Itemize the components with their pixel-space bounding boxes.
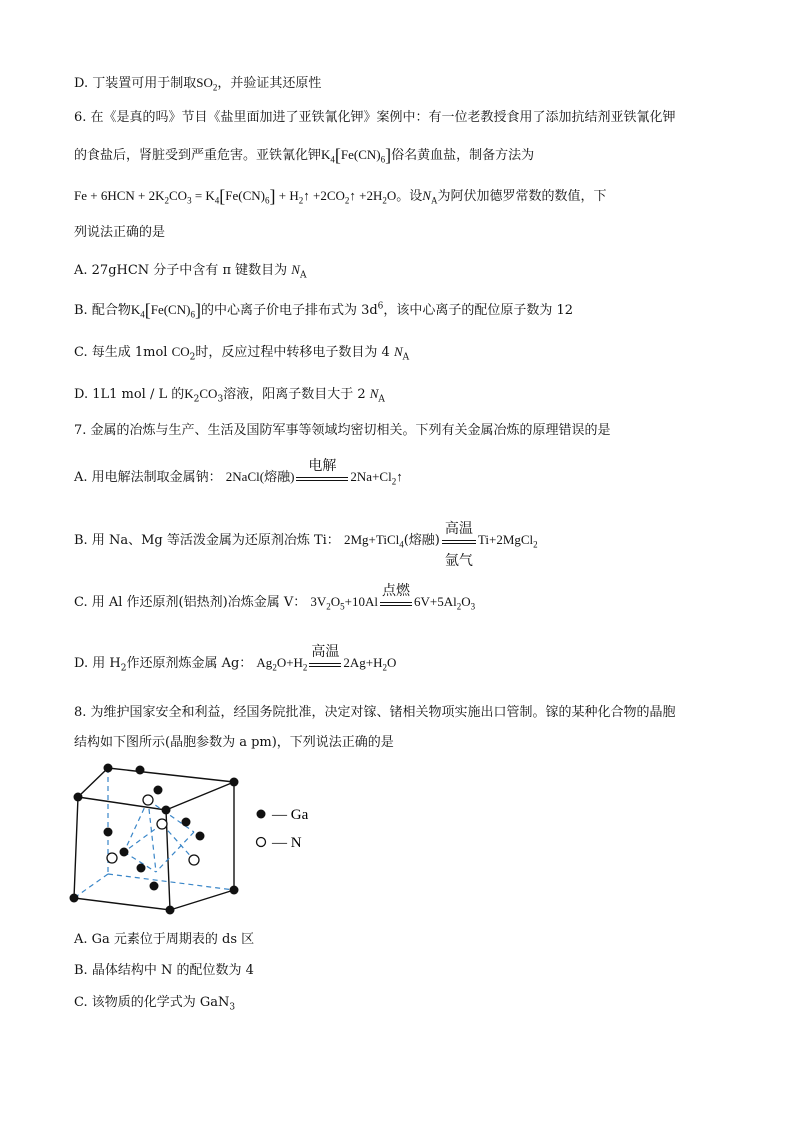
n-atom [143, 795, 153, 805]
crystal-cell-figure [64, 760, 344, 920]
legend-n-marker [257, 838, 266, 847]
legend-ga-marker [257, 810, 266, 819]
legend [257, 807, 309, 851]
q6-option-b: B. 配合物$K_4[Fe(CN)_6]$的中心离子价电子排布式为 $3d^6$，该中心离子的配位原子数为 12 [74, 300, 574, 320]
q7-option-b: B. 用 Na、Mg 等活泼金属为还原剂冶炼 Ti： 2Mg+TiCl$_4$(熔融) 高温 氩气 Ti+2MgCl$_2$ [74, 520, 538, 569]
q6-stem-line-4: 列说法正确的是 [74, 225, 166, 240]
ga-atom [230, 778, 239, 787]
q5-option-d: D. 丁装置可用于制取$SO_2$，并验证其还原性 [74, 75, 322, 93]
q6-equation: $Fe + 6HCN + 2K_2CO_3 = K_4[Fe(CN)_6]$ + $H_2↑$ $+2CO_2↑ +2H_2O$ [74, 186, 397, 206]
ga-atom [104, 764, 113, 773]
q8-stem-line-2: 结构如下图所示(晶胞参数为 a pm)，下列说法正确的是 [74, 735, 394, 750]
ga-atom [70, 894, 79, 903]
n-atom [189, 855, 199, 865]
q6-equation-line: $Fe + 6HCN + 2K_2CO_3 = K_4[Fe(CN)_6]$ + $H_2↑$ $+2CO_2↑ +2H_2O$。设$N_A$为阿伏加德罗常数的数值，下 [74, 186, 607, 206]
q8-stem-line-1: 8. 为维护国家安全和利益，经国务院批准，决定对镓、锗相关物项实施出口管制。镓的某种化合物的晶胞 [74, 705, 676, 720]
ga-atom [154, 786, 163, 795]
ga-atom [162, 806, 171, 815]
n-atom [157, 819, 167, 829]
q6-option-d: D. 1L1 mol / L 的$K_2CO_3$溶液，阳离子数目大于 2 $N_A$ [74, 386, 385, 405]
q8-option-c: C. 该物质的化学式为 GaN$_3$ [74, 995, 236, 1013]
ga-atom [104, 828, 113, 837]
q6-stem-line-2: 的食盐后，肾脏受到严重危害。亚铁氰化钾$K_4[Fe(CN)_6]$俗名黄血盐，制备方法为 [74, 145, 535, 165]
q7-option-a: A. 用电解法制取金属钠： 2NaCl(熔融) 电解 $2Na+Cl_2↑$ [74, 457, 403, 487]
legend-ga-label: — Ga [272, 807, 309, 823]
ga-atom [74, 793, 83, 802]
q7-option-c: C. 用 Al 作还原剂(铝热剂)冶炼金属 V： $3V_2O_5+10Al$ 点燃 $6V+5Al_2O_3$ [74, 582, 476, 612]
ga-atoms [70, 764, 239, 915]
cell-hidden-edges [74, 768, 234, 898]
q7-stem: 7. 金属的冶炼与生产、生活及国防军事等领域均密切相关。下列有关金属冶炼的原理错误的是 [74, 423, 611, 438]
q6-option-a: A. 27gHCN 分子中含有 π 键数目为 $N_A$ [74, 262, 307, 281]
q8-option-b: B. 晶体结构中 N 的配位数为 4 [74, 963, 254, 978]
q6-stem-line-1: 6. 在《是真的吗》节目《盐里面加进了亚铁氰化钾》案例中：有一位老教授食用了添加抗结剂亚铁氰化钾 [74, 110, 676, 125]
ga-atom [137, 864, 146, 873]
q7-option-d: D. 用 $H_2$作还原剂炼金属 Ag： $Ag_2O+H_2$ 高温 $2Ag+H_2O$ [74, 643, 397, 674]
q6-option-c: C. 每生成 1mol $CO_2$时，反应过程中转移电子数目为 4 $N_A$ [74, 344, 410, 363]
ga-atom [182, 818, 191, 827]
ga-atom [230, 886, 239, 895]
ga-atom [196, 832, 205, 841]
ga-atom [150, 882, 159, 891]
ga-atom [120, 848, 129, 857]
legend-n-label: — N [272, 835, 302, 851]
ga-atom [166, 906, 175, 915]
n-atom [107, 853, 117, 863]
ga-atom [136, 766, 145, 775]
q8-option-a: A. Ga 元素位于周期表的 ds 区 [74, 932, 255, 947]
